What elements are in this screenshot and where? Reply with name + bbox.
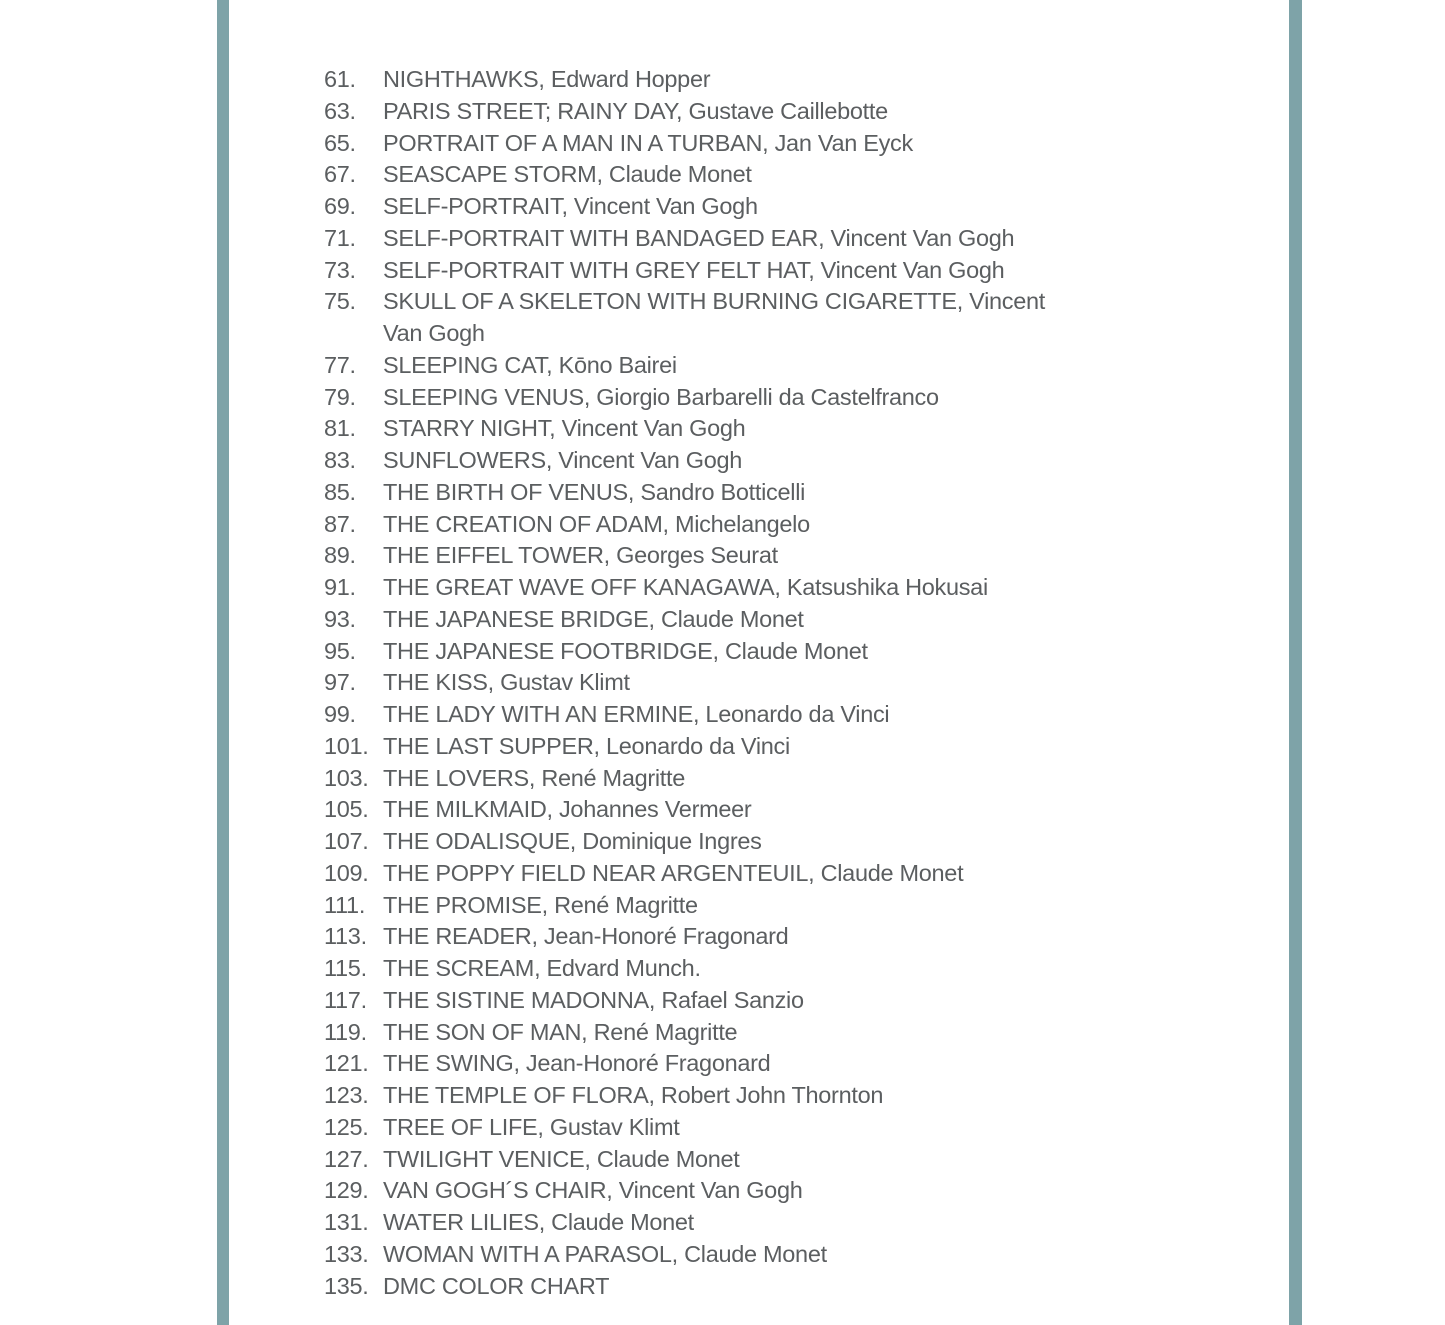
item-label: THE JAPANESE BRIDGE, Claude Monet bbox=[383, 605, 804, 632]
item-number: 75. bbox=[324, 288, 356, 315]
item-number: 71. bbox=[324, 224, 356, 251]
item-number: 109. bbox=[324, 859, 369, 886]
list-item bbox=[324, 826, 1124, 858]
item-number: 89. bbox=[324, 542, 356, 569]
item-label: TREE OF LIFE, Gustav Klimt bbox=[383, 1113, 680, 1140]
item-number: 77. bbox=[324, 351, 356, 378]
item-number: 85. bbox=[324, 478, 356, 505]
item-label: SELF-PORTRAIT, Vincent Van Gogh bbox=[383, 193, 758, 219]
item-label: THE LAST SUPPER, Leonardo da Vinci bbox=[383, 732, 790, 759]
item-number: 61. bbox=[324, 66, 356, 92]
item-number: 107. bbox=[324, 828, 369, 854]
list-item bbox=[324, 413, 1124, 445]
item-number: 119. bbox=[324, 1018, 367, 1045]
item-label: TWILIGHT VENICE, Claude Monet bbox=[383, 1145, 740, 1172]
item-label: SELF-PORTRAIT WITH BANDAGED EAR, Vincent Van Gogh bbox=[383, 224, 1015, 251]
item-number: 135. bbox=[324, 1272, 369, 1299]
item-label: STARRY NIGHT, Vincent Van Gogh bbox=[383, 415, 746, 442]
item-number: 105. bbox=[324, 796, 369, 823]
item-label: THE JAPANESE FOOTBRIDGE, Claude Monet bbox=[383, 637, 868, 664]
item-label: SEASCAPE STORM, Claude Monet bbox=[383, 161, 752, 188]
list-item bbox=[324, 1048, 1124, 1080]
item-label: THE POPPY FIELD NEAR ARGENTEUIL, Claude Monet bbox=[383, 859, 964, 886]
item-number: 111. bbox=[324, 891, 366, 918]
list-item bbox=[324, 1080, 1124, 1112]
item-label: THE BIRTH OF VENUS, Sandro Botticelli bbox=[383, 478, 806, 505]
item-label: THE GREAT WAVE OFF KANAGAWA, Katsushika Hokusai bbox=[383, 574, 988, 600]
list-item bbox=[324, 667, 1124, 699]
item-label: PORTRAIT OF A MAN IN A TURBAN, Jan Van Eyck bbox=[383, 129, 913, 156]
item-number: 79. bbox=[324, 383, 356, 410]
list-item bbox=[324, 699, 1124, 731]
item-number: 87. bbox=[324, 510, 356, 537]
list-item bbox=[324, 96, 1124, 128]
item-label: THE READER, Jean-Honoré Fragonard bbox=[383, 923, 789, 950]
item-label: THE EIFFEL TOWER, Georges Seurat bbox=[383, 542, 778, 569]
item-number: 99. bbox=[324, 701, 356, 727]
item-label: THE SISTINE MADONNA, Rafael Sanzio bbox=[383, 986, 804, 1013]
item-label: THE PROMISE, René Magritte bbox=[383, 891, 698, 918]
list-item bbox=[324, 604, 1124, 636]
list-item bbox=[324, 1144, 1124, 1176]
list-item bbox=[324, 572, 1124, 604]
item-number: 93. bbox=[324, 605, 356, 632]
list-item bbox=[324, 128, 1124, 160]
item-number: 103. bbox=[324, 764, 369, 791]
list-item bbox=[324, 286, 1124, 350]
item-number: 69. bbox=[324, 193, 356, 219]
item-label: WOMAN WITH A PARASOL, Claude Monet bbox=[383, 1240, 827, 1267]
list-item bbox=[324, 858, 1124, 890]
item-label: THE SON OF MAN, René Magritte bbox=[383, 1018, 738, 1045]
item-number: 67. bbox=[324, 161, 356, 188]
item-number: 65. bbox=[324, 129, 356, 156]
list-item bbox=[324, 540, 1124, 572]
item-label: THE SWING, Jean-Honoré Fragonard bbox=[383, 1050, 771, 1077]
list-item bbox=[324, 255, 1124, 287]
item-number: 101. bbox=[324, 732, 369, 759]
item-label: THE CREATION OF ADAM, Michelangelo bbox=[383, 510, 810, 537]
item-label: PARIS STREET; RAINY DAY, Gustave Caillebotte bbox=[383, 97, 888, 124]
list-item bbox=[324, 382, 1124, 414]
item-label: WATER LILIES, Claude Monet bbox=[383, 1209, 694, 1235]
list-item bbox=[324, 509, 1124, 541]
item-number: 63. bbox=[324, 97, 356, 124]
list-item bbox=[324, 1207, 1124, 1239]
artwork-list bbox=[324, 64, 1124, 1302]
list-item bbox=[324, 953, 1124, 985]
item-label: THE ODALISQUE, Dominique Ingres bbox=[383, 828, 762, 854]
list-item bbox=[324, 731, 1124, 763]
item-number: 133. bbox=[324, 1240, 369, 1267]
item-number: 115. bbox=[324, 955, 367, 981]
list-item bbox=[324, 64, 1124, 96]
list-item bbox=[324, 1239, 1124, 1271]
item-number: 73. bbox=[324, 256, 356, 283]
item-label: THE KISS, Gustav Klimt bbox=[383, 669, 630, 696]
item-number: 95. bbox=[324, 637, 356, 664]
list-item bbox=[324, 445, 1124, 477]
list-item bbox=[324, 223, 1124, 255]
list-item bbox=[324, 1017, 1124, 1049]
item-label: SELF-PORTRAIT WITH GREY FELT HAT, Vincent Van Gogh bbox=[383, 256, 1005, 283]
item-number: 97. bbox=[324, 669, 356, 696]
item-number: 131. bbox=[324, 1209, 369, 1235]
list-item bbox=[324, 985, 1124, 1017]
item-label: NIGHTHAWKS, Edward Hopper bbox=[383, 66, 711, 92]
list-item bbox=[324, 477, 1124, 509]
item-label: SKULL OF A SKELETON WITH BURNING CIGARETTE, Vincent Van Gogh bbox=[383, 288, 1046, 346]
item-label: SUNFLOWERS, Vincent Van Gogh bbox=[383, 447, 743, 473]
item-label: THE LOVERS, René Magritte bbox=[383, 764, 686, 791]
item-label: SLEEPING CAT, Kōno Bairei bbox=[383, 351, 677, 378]
list-item bbox=[324, 763, 1124, 795]
item-label: THE TEMPLE OF FLORA, Robert John Thornton bbox=[383, 1082, 884, 1108]
item-number: 123. bbox=[324, 1082, 369, 1108]
item-number: 129. bbox=[324, 1177, 369, 1204]
item-label: THE LADY WITH AN ERMINE, Leonardo da Vinci bbox=[383, 701, 890, 727]
left-accent-bar bbox=[217, 0, 229, 1325]
item-label: VAN GOGH´S CHAIR, Vincent Van Gogh bbox=[383, 1177, 803, 1204]
list-item bbox=[324, 1271, 1124, 1303]
list-item bbox=[324, 1175, 1124, 1207]
list-item bbox=[324, 159, 1124, 191]
item-number: 91. bbox=[324, 574, 356, 600]
item-label: THE MILKMAID, Johannes Vermeer bbox=[383, 796, 752, 823]
item-label: DMC COLOR CHART bbox=[383, 1272, 610, 1299]
item-label: THE SCREAM, Edvard Munch. bbox=[383, 955, 701, 981]
item-number: 81. bbox=[324, 415, 356, 442]
item-number: 83. bbox=[324, 447, 356, 473]
list-item bbox=[324, 191, 1124, 223]
item-number: 113. bbox=[324, 923, 367, 950]
content-area bbox=[324, 64, 1124, 1302]
item-number: 121. bbox=[324, 1050, 369, 1077]
list-item bbox=[324, 350, 1124, 382]
list-item bbox=[324, 636, 1124, 668]
item-number: 127. bbox=[324, 1145, 369, 1172]
right-accent-bar bbox=[1289, 0, 1302, 1325]
list-item bbox=[324, 921, 1124, 953]
list-item bbox=[324, 1112, 1124, 1144]
list-item bbox=[324, 890, 1124, 922]
item-number: 125. bbox=[324, 1113, 369, 1140]
item-label: SLEEPING VENUS, Giorgio Barbarelli da Castelfranco bbox=[383, 383, 939, 410]
list-item bbox=[324, 794, 1124, 826]
item-number: 117. bbox=[324, 986, 367, 1013]
